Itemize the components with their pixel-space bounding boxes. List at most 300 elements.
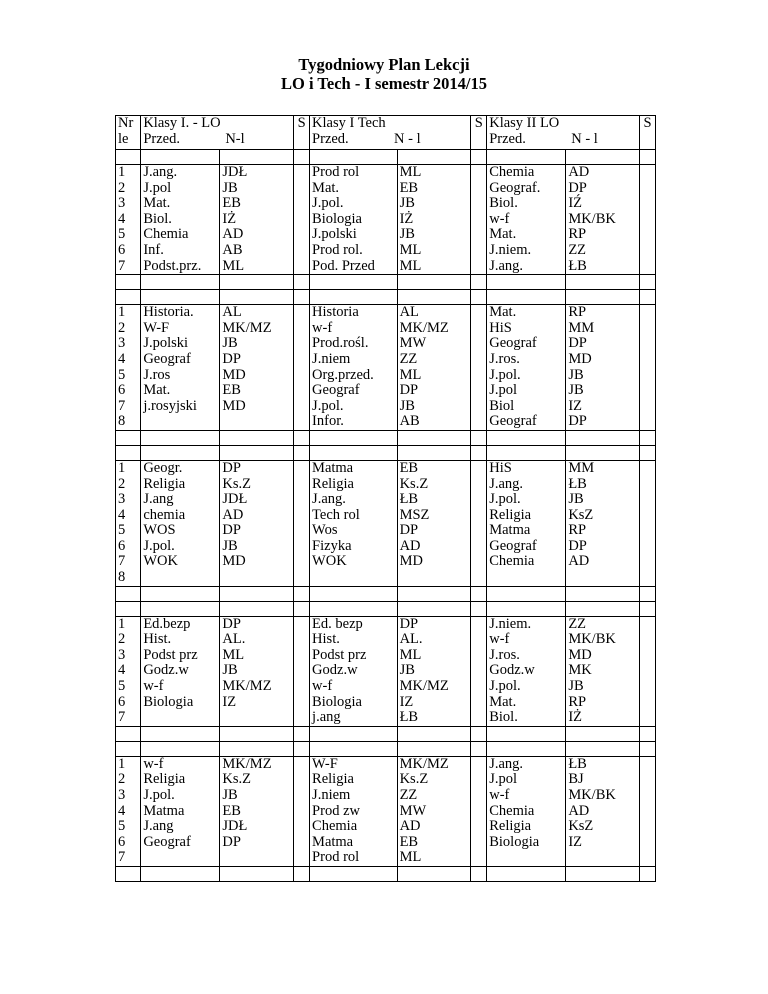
empty-cell (220, 290, 294, 305)
class2-subject: Fizyka (312, 537, 352, 554)
lesson-number: 2 (118, 179, 126, 196)
class1-subject: Matma (143, 802, 185, 819)
class1-teacher: AL (222, 304, 242, 321)
class1-subject: Chemia (143, 226, 189, 243)
empty-cell (487, 866, 566, 881)
empty-cell (220, 275, 294, 290)
empty-cell (310, 866, 398, 881)
empty-cell (141, 601, 220, 616)
class2-subject: Chemia (312, 818, 358, 835)
empty-cell (116, 726, 141, 741)
class2-teacher: IŻ (399, 210, 414, 227)
class1-subject: Podst prz (143, 646, 198, 663)
lesson-number: 4 (118, 210, 126, 227)
empty-cell (220, 430, 294, 445)
class3-subject: Mat. (489, 304, 517, 321)
class2-subject: Prod rol (312, 164, 360, 180)
lesson-number: 3 (118, 491, 126, 508)
empty-cell (294, 150, 310, 165)
empty-cell (220, 726, 294, 741)
class2-subject: Historia (312, 304, 359, 321)
class1-teacher-cell (220, 616, 294, 726)
empty-cell (220, 601, 294, 616)
class2-subject: Mat. (312, 179, 340, 196)
class1-teacher: JB (222, 179, 238, 196)
class1-teacher: AL. (222, 631, 246, 648)
class2-subject: J.niem (312, 350, 351, 367)
class2-subject: Infor. (312, 413, 344, 430)
class3-teacher: JB (568, 382, 584, 399)
lesson-number-cell (116, 165, 141, 275)
class1-subject: w-f (143, 678, 164, 695)
class2-subject: Pod. Przed (312, 257, 375, 274)
class2-subject: Podst prz (312, 646, 367, 663)
class3-teacher: ZZ (568, 616, 587, 632)
class2-teacher: Ks.Z (399, 771, 429, 788)
empty-cell (640, 150, 656, 165)
lesson-number: 2 (118, 631, 126, 648)
class2-name: Klasy I Tech (312, 115, 386, 131)
empty-cell (310, 601, 398, 616)
class2-subject: J.ang. (312, 491, 346, 508)
class2-teacher: ZZ (399, 787, 418, 803)
class2-subject: W-F (312, 756, 338, 772)
lesson-number: 1 (118, 460, 126, 476)
class3-subject: J.pol. (489, 366, 521, 383)
empty-cell (220, 741, 294, 756)
class3-teacher: MK/BK (568, 210, 616, 227)
class3-teacher: RP (568, 304, 587, 321)
class2-teacher: MK/MZ (399, 319, 449, 336)
lesson-number: 3 (118, 195, 126, 212)
spacer-row (116, 430, 656, 445)
empty-cell (397, 290, 471, 305)
class3-subject: J.ang. (489, 756, 524, 772)
class1-subject: WOK (143, 553, 178, 570)
empty-cell (310, 445, 398, 460)
s-cell (471, 460, 487, 586)
class3-subject: J.ros. (489, 646, 520, 663)
empty-cell (310, 150, 398, 165)
class1-teacher: MD (222, 397, 246, 414)
class2-subject: w-f (312, 319, 333, 336)
document-title: Tygodniowy Plan Lekcji (298, 55, 470, 74)
class1-subject-cell (141, 165, 220, 275)
class3-subject: Biol. (489, 195, 518, 212)
empty-cell (397, 150, 471, 165)
class1-teacher: MK/MZ (222, 678, 272, 695)
lesson-number: 3 (118, 335, 126, 352)
class3-teacher: AD (568, 553, 590, 570)
empty-cell (566, 601, 640, 616)
class3-teacher-cell (566, 165, 640, 275)
empty-cell (294, 430, 310, 445)
class2-teacher: JB (399, 226, 415, 243)
lesson-number: 4 (118, 802, 126, 819)
class3-subject: HiS (489, 460, 512, 476)
class2-subject: Wos (312, 522, 338, 539)
class2-teacher: JB (399, 662, 415, 679)
class2-subject: Tech rol (312, 506, 360, 523)
class3-teacher: MD (568, 350, 592, 367)
class1-teacher-header: N-l (225, 130, 245, 147)
s-cell (471, 756, 487, 866)
class2-subject: J.niem (312, 787, 351, 803)
class2-teacher: AD (399, 537, 421, 554)
empty-cell (640, 601, 656, 616)
class2-teacher: DP (399, 382, 419, 399)
class3-teacher: IZ (568, 397, 582, 414)
class2-subject-header: Przed. (312, 130, 349, 147)
class2-teacher: MSZ (399, 506, 430, 523)
class2-teacher: ML (399, 257, 422, 274)
empty-cell (141, 290, 220, 305)
empty-cell (471, 601, 487, 616)
s-cell (640, 460, 656, 586)
class1-subject: J.pol (143, 179, 172, 196)
class2-teacher: ML (399, 366, 422, 383)
class3-subject: Geograf. (489, 179, 541, 196)
nr-header-label: Nr le (118, 115, 134, 147)
lesson-number: 1 (118, 756, 126, 772)
class1-subject: Mat. (143, 195, 171, 212)
lesson-number: 6 (118, 693, 126, 710)
class2-subject-cell (310, 756, 398, 866)
class3-teacher: RP (568, 522, 587, 539)
class1-name: Klasy I. - LO (143, 115, 221, 131)
empty-cell (397, 275, 471, 290)
class1-teacher-cell (220, 165, 294, 275)
class2-subject: Prod.rośl. (312, 335, 369, 352)
class3-teacher: RP (568, 693, 587, 710)
empty-cell (640, 586, 656, 601)
class2-teacher: MK/MZ (399, 678, 449, 695)
class1-s-header: S (294, 116, 310, 150)
class3-subject: J.pol (489, 771, 518, 788)
spacer-row (116, 290, 656, 305)
class3-teacher: MK/BK (568, 787, 616, 803)
class2-subject-cell (310, 460, 398, 586)
empty-cell (487, 150, 566, 165)
empty-cell (141, 726, 220, 741)
lesson-number: 2 (118, 771, 126, 788)
class1-subject-cell (141, 616, 220, 726)
class3-teacher: JB (568, 366, 584, 383)
lesson-number: 2 (118, 475, 126, 492)
class2-subject: J.pol. (312, 195, 344, 212)
empty-cell (397, 586, 471, 601)
class1-subject: J.pol. (143, 787, 175, 803)
lesson-number: 1 (118, 164, 126, 180)
class2-subject: Matma (312, 833, 354, 850)
class3-subject: Biologia (489, 833, 540, 850)
class2-subject: Biologia (312, 210, 362, 227)
class1-teacher: DP (222, 833, 241, 850)
empty-cell (141, 150, 220, 165)
class1-teacher: IZ (222, 693, 237, 710)
class3-teacher: MK (568, 662, 592, 679)
class3-teacher: DP (568, 335, 587, 352)
empty-cell (487, 726, 566, 741)
class2-teacher-cell (397, 305, 471, 431)
class1-subject: j.rosyjski (143, 397, 197, 414)
class2-subject-cell (310, 616, 398, 726)
class3-teacher: IZ (568, 833, 582, 850)
class2-subject: Hist. (312, 631, 340, 648)
class2-teacher: ML (399, 646, 422, 663)
class2-teacher: JB (399, 195, 415, 212)
class2-teacher: DP (399, 522, 419, 539)
class3-subject: J.ang. (489, 475, 524, 492)
class1-subject: Godz.w (143, 662, 189, 679)
class3-subject: J.pol. (489, 678, 521, 695)
class2-teacher-cell (397, 616, 471, 726)
class2-subject: Religia (312, 771, 354, 788)
class3-subject: Biol (489, 397, 515, 414)
class3-subject-cell (487, 756, 566, 866)
class3-subject: J.niem. (489, 241, 532, 258)
empty-cell (294, 586, 310, 601)
class2-teacher: Ks.Z (399, 475, 429, 492)
lesson-number: 4 (118, 662, 126, 679)
empty-cell (397, 741, 471, 756)
class2-subject: Godz.w (312, 662, 358, 679)
class1-subject-cell (141, 756, 220, 866)
lesson-number: 7 (118, 709, 126, 726)
class2-subject: j.ang (312, 709, 341, 726)
s-cell (471, 616, 487, 726)
class2-teacher: ML (399, 241, 422, 258)
empty-cell (471, 430, 487, 445)
empty-cell (566, 275, 640, 290)
class1-teacher: IŻ (222, 210, 237, 227)
empty-cell (220, 586, 294, 601)
empty-cell (471, 586, 487, 601)
empty-cell (397, 445, 471, 460)
class1-teacher: MK/MZ (222, 319, 272, 336)
empty-cell (487, 430, 566, 445)
empty-cell (116, 275, 141, 290)
class2-header (310, 116, 471, 150)
class1-teacher: MD (222, 366, 246, 383)
class3-subject: Mat. (489, 693, 517, 710)
class3-teacher: AD (568, 164, 590, 180)
class1-subject: J.ros (143, 366, 171, 383)
empty-cell (310, 430, 398, 445)
class1-subject: Geograf (143, 833, 191, 850)
class3-teacher: AD (568, 802, 590, 819)
class1-teacher-cell (220, 305, 294, 431)
lesson-number: 1 (118, 616, 126, 632)
empty-cell (487, 290, 566, 305)
empty-cell (141, 430, 220, 445)
class2-subject: J.pol. (312, 397, 344, 414)
day-block (116, 305, 656, 431)
empty-cell (116, 866, 141, 881)
class1-teacher: EB (222, 382, 241, 399)
class2-subject-cell (310, 165, 398, 275)
empty-cell (487, 275, 566, 290)
s-cell (294, 616, 310, 726)
class3-teacher-cell (566, 460, 640, 586)
lesson-number: 4 (118, 350, 126, 367)
class1-subject: J.ang. (143, 164, 178, 180)
class1-teacher: EB (222, 195, 241, 212)
class3-teacher: ŁB (568, 475, 587, 492)
empty-cell (116, 586, 141, 601)
class2-teacher: MW (399, 802, 427, 819)
class1-header (141, 116, 294, 150)
class1-subject: Ed.bezp (143, 616, 191, 632)
class2-teacher: ŁB (399, 491, 419, 508)
class1-subject: J.pol. (143, 537, 175, 554)
lesson-number: 6 (118, 382, 126, 399)
class1-subject-cell (141, 460, 220, 586)
class3-subject: J.niem. (489, 616, 532, 632)
class2-subject: Geograf (312, 382, 360, 399)
empty-cell (116, 290, 141, 305)
class3-teacher: ZZ (568, 241, 587, 258)
class1-teacher: AD (222, 226, 244, 243)
class2-subject: Religia (312, 475, 354, 492)
lesson-number: 5 (118, 226, 126, 243)
empty-cell (640, 726, 656, 741)
class1-teacher: JB (222, 787, 238, 803)
class1-subject: Geogr. (143, 460, 183, 476)
class2-subject-cell (310, 305, 398, 431)
empty-cell (566, 150, 640, 165)
class3-subject: Biol. (489, 709, 518, 726)
class1-subject: Religia (143, 475, 186, 492)
empty-cell (471, 726, 487, 741)
class3-header (487, 116, 640, 150)
empty-cell (294, 275, 310, 290)
class2-subject: J.polski (312, 226, 357, 243)
class3-name: Klasy II LO (489, 115, 560, 131)
class1-teacher: JDŁ (222, 164, 248, 180)
class3-teacher: IŻ (568, 709, 582, 726)
class3-teacher-cell (566, 756, 640, 866)
class1-subject: w-f (143, 756, 164, 772)
lesson-number: 7 (118, 257, 126, 274)
class3-teacher: ŁB (568, 756, 587, 772)
empty-cell (566, 741, 640, 756)
lesson-number: 5 (118, 818, 126, 835)
spacer-row (116, 866, 656, 881)
class3-teacher: MK/BK (568, 631, 616, 648)
class1-teacher: Ks.Z (222, 475, 252, 492)
s-cell (640, 305, 656, 431)
empty-cell (397, 601, 471, 616)
empty-cell (566, 430, 640, 445)
class3-subject: J.pol. (489, 491, 521, 508)
empty-cell (116, 430, 141, 445)
class1-subject: Podst.prz. (143, 257, 202, 274)
class2-s-header: S (471, 116, 487, 150)
spacer-row (116, 741, 656, 756)
lesson-number: 7 (118, 849, 126, 866)
empty-cell (640, 741, 656, 756)
empty-cell (566, 866, 640, 881)
class2-subject: Biologia (312, 693, 362, 710)
nr-header (116, 116, 141, 150)
class2-subject: w-f (312, 678, 333, 695)
day-block (116, 165, 656, 275)
empty-cell (487, 741, 566, 756)
class2-subject: Prod rol (312, 849, 360, 866)
empty-cell (487, 445, 566, 460)
class3-subject-cell (487, 616, 566, 726)
class3-teacher: JB (568, 491, 584, 508)
empty-cell (294, 290, 310, 305)
class1-subject: Historia. (143, 304, 194, 321)
class3-subject: w-f (489, 210, 510, 227)
class3-subject: w-f (489, 787, 510, 803)
class3-teacher: DP (568, 537, 587, 554)
empty-cell (141, 586, 220, 601)
s-cell (640, 165, 656, 275)
empty-cell (310, 741, 398, 756)
empty-cell (141, 275, 220, 290)
class1-subject: J.ang (143, 491, 174, 508)
class2-subject: Prod rol. (312, 241, 363, 258)
class2-teacher: EB (399, 179, 419, 196)
class1-teacher: EB (222, 802, 241, 819)
empty-cell (294, 601, 310, 616)
lesson-number: 7 (118, 397, 126, 414)
lesson-plan-table (115, 115, 656, 882)
class2-teacher: EB (399, 460, 419, 476)
class3-teacher-cell (566, 616, 640, 726)
class3-s-header: S (640, 116, 656, 150)
class1-subject-header: Przed. (143, 130, 180, 147)
class3-teacher: MM (568, 319, 595, 336)
class2-teacher-cell (397, 165, 471, 275)
spacer-row (116, 150, 656, 165)
empty-cell (397, 430, 471, 445)
class3-subject: Chemia (489, 802, 535, 819)
empty-cell (141, 741, 220, 756)
lesson-number: 3 (118, 646, 126, 663)
day-block (116, 616, 656, 726)
class2-teacher: ZZ (399, 350, 418, 367)
empty-cell (310, 290, 398, 305)
empty-cell (640, 275, 656, 290)
class2-subject: Matma (312, 460, 354, 476)
class2-teacher: ML (399, 849, 422, 866)
s-cell (294, 756, 310, 866)
lesson-number: 2 (118, 319, 126, 336)
class2-subject: WOK (312, 553, 347, 570)
spacer-row (116, 275, 656, 290)
empty-cell (640, 430, 656, 445)
class2-teacher: ŁB (399, 709, 419, 726)
class3-teacher: KsZ (568, 506, 594, 523)
class1-subject: Inf. (143, 241, 164, 258)
day-block (116, 460, 656, 586)
class1-teacher: MK/MZ (222, 756, 272, 772)
class1-teacher: JDŁ (222, 818, 248, 835)
class2-teacher: MW (399, 335, 427, 352)
lesson-number: 1 (118, 304, 126, 321)
empty-cell (487, 586, 566, 601)
class1-teacher: DP (222, 350, 241, 367)
class1-teacher: Ks.Z (222, 771, 252, 788)
empty-cell (310, 726, 398, 741)
class3-teacher: IŹ (568, 195, 582, 212)
header-row (116, 116, 656, 150)
day-block (116, 756, 656, 866)
